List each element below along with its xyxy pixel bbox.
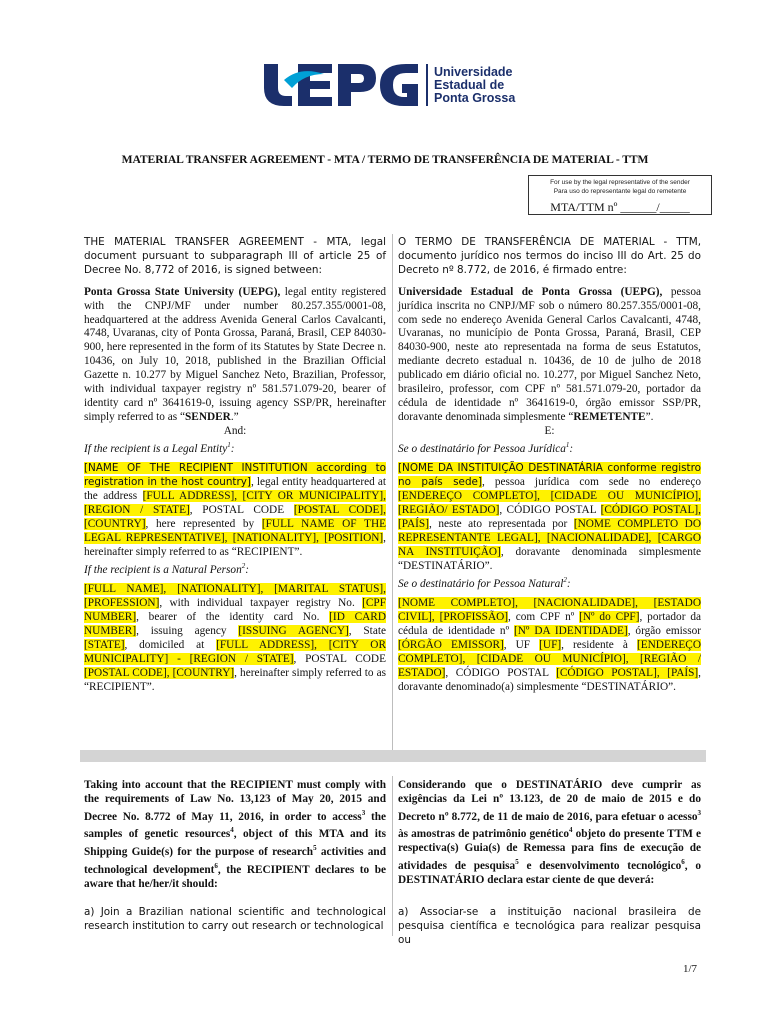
natural-person-paragraph-en: [FULL NAME], [NATIONALITY], [MARITAL STATUS], [PROFESSION], with individual taxpayer registry No. [CPF NUMBER], bearer of the identity card No. [ID CARD NUMBER], issuing agency [ISSUING AGENCY], State [STATE], domiciled at [FULL ADDRESS], [CITY OR MUNICIPALITY] - [REGION / STATE], POSTAL CODE [POSTAL CODE], [COUNTRY], hereinafter simply referred to as “RECIPIENT”. (84, 583, 386, 693)
item-a-en: a) Join a Brazilian national scientific and technological research institution to carry out research or technological (84, 906, 386, 932)
mta-number-field[interactable]: MTA/TTM nº ______/_____ (550, 200, 690, 214)
column-divider (392, 234, 393, 754)
natural-person-heading: If the recipient is a Natural Person$^2$: (84, 561, 249, 576)
item-a-pt: a) Associar-se a instituição nacional brasileira de pesquisa científica e tecnológica para realizar pesquisa ou (398, 906, 701, 946)
intro-pt: O TERMO DE TRANSFERÊNCIA DE MATERIAL - TTM, documento jurídico nos termos do inciso III do Art. 25 do Decreto nº 8.772, de 2016, é firmado entre: (398, 236, 701, 276)
mta-number-box (528, 175, 712, 215)
and-label: And: (223, 424, 247, 437)
taking-paragraph-en: Taking into account that the RECIPIENT must comply with the requirements of Law No. 13,123 of May 20, 2015 and Decree No. 8.772 of May 11, 2016, in order to access$^3$ the samples of genetic resources$^4$, object of this MTA and its Shipping Guide(s) for the purpose of research$^5$ activities and technological development$^6$, the RECIPIENT declares to be aware that he/her/it should: (84, 779, 387, 890)
usebox-pt: Para uso do representante legal do remetente (553, 188, 687, 195)
sender-paragraph-en: Ponta Grossa State University (UEPG), legal entity registered with the CNPJ/MF under number 80.257.355/0001-08, headquartered at the address Avenida General Carlos Cavalcanti, 4748, Uvaranas, city of Ponta Grossa, Paraná, Brasil, CEP 84030-900, here represented in the form of its Statutes by State Decree n. 10436, on July 10, 2018, published in the Brazilian Official Gazette n. 10.277 by Miguel Sanchez Neto, Brazilian, Professor, with individual taxpayer registry nº 581.571.079-20, bearer of identity card nº 3641619-0, issuing agency SSP/PR, hereinafter simply referred to as “SENDER.” (84, 285, 386, 423)
usebox-en: For use by the legal representative of the sender (550, 179, 690, 186)
intro-en: THE MATERIAL TRANSFER AGREEMENT - MTA, legal document pursuant to subparagraph III of article 25 of Decree No. 8,772 of 2016, is signed between: (84, 236, 386, 276)
legal-entity-paragraph-pt: [NOME DA INSTITUIÇÃO DESTINATÁRIA conforme registro no país sede], pessoa jurídica com sede no endereço [ENDEREÇO COMPLETO], [CIDADE OU MUNICÍPIO], [REGIÃO/ ESTADO], CÓDIGO POSTAL [CÓDIGO POSTAL], [PAÍS], neste ato representada por [NOME COMPLETO DO REPRESENTANTE LEGAL], [NACIONALIDADE], [CARGO NA INSTITUIÇÃO], doravante denominada simplesmente “DESTINATÁRIO”. (398, 462, 701, 572)
legal-entity-heading: If the recipient is a Legal Entity$^1$: (84, 440, 235, 455)
taking-paragraph-pt: Considerando que o DESTINATÁRIO deve cumprir as exigências da Lei nº 13.123, de 20 de maio de 2015 e do Decreto nº 8.772, de 11 de maio de 2016, para efetuar o acesso$^3$ às amostras de patrimônio genético$^4$ objeto do presente TTM e respectiva(s) Guia(s) de Remessa para fins de execução de atividades de pesquisa$^5$ e desenvolvimento tecnológico$^6$, o DESTINATÁRIO declara estar ciente de que deverá: (398, 779, 701, 886)
natural-person-paragraph-pt: [NOME COMPLETO], [NACIONALIDADE], [ESTADO CIVIL], [PROFISSÃO], com CPF nº [Nº do CPF], portador da cédula de identidade nº [Nº DA IDENTIDADE], órgão emissor [ÓRGÃO EMISSOR], UF [UF], residente à [ENDEREÇO COMPLETO], [CIDADE OU MUNICÍPIO], [REGIÃO / ESTADO], CÓDIGO POSTAL [CÓDIGO POSTAL], [PAÍS], doravante denominado(a) simplesmente “DESTINATÁRIO”. (398, 597, 702, 693)
left-column (84, 236, 386, 695)
university-name: Universidade Estadual de Ponta Grossa (434, 65, 516, 105)
right-column (398, 236, 701, 695)
section-separator (80, 750, 706, 762)
document-title: MATERIAL TRANSFER AGREEMENT - MTA / TERMO DE TRANSFERÊNCIA DE MATERIAL - TTM (121, 153, 649, 166)
sender-paragraph-pt: Universidade Estadual de Ponta Grossa (UEPG), pessoa jurídica inscrita no CNPJ/MF sob o número 80.257.355/0001-08, com sede no endereço Avenida General Carlos Cavalcanti, 4748, Uvaranas, no município de Ponta Grossa, Paraná, Brasil, CEP 84030-900, neste ato representada na forma de seus Estatutos, mediante decreto estadual n. 10436, de 10 de julho de 2018 publicado em diário oficial no. 10.277, por Miguel Sanchez Neto, brasileiro, professor, com CPF nº 581.571.079-20, portador da cédula de identidade nº 3641619-0, órgão emissor SSP/PR, doravante denominada simplesmente “REMETENTE”. (398, 285, 701, 423)
natural-person-heading-pt: Se o destinatário for Pessoa Natural$^2$: (398, 575, 571, 590)
column-divider (392, 776, 393, 936)
legal-entity-heading-pt: Se o destinatário for Pessoa Jurídica$^1$: (398, 440, 574, 455)
legal-entity-paragraph-en: [NAME OF THE RECIPIENT INSTITUTION according to registration in the host country], legal entity headquartered at the address [FULL ADDRESS], [CITY OR MUNICIPALITY], [REGION / STATE], POSTAL CODE [POSTAL CODE], [COUNTRY], here represented by [FULL NAME OF THE LEGAL REPRESENTATIVE], [NATIONALITY], [POSITION], hereinafter simply referred to as “RECIPIENT”. (84, 462, 386, 558)
and-label-pt: E: (544, 424, 555, 437)
page-number: 1/7 (683, 963, 698, 975)
